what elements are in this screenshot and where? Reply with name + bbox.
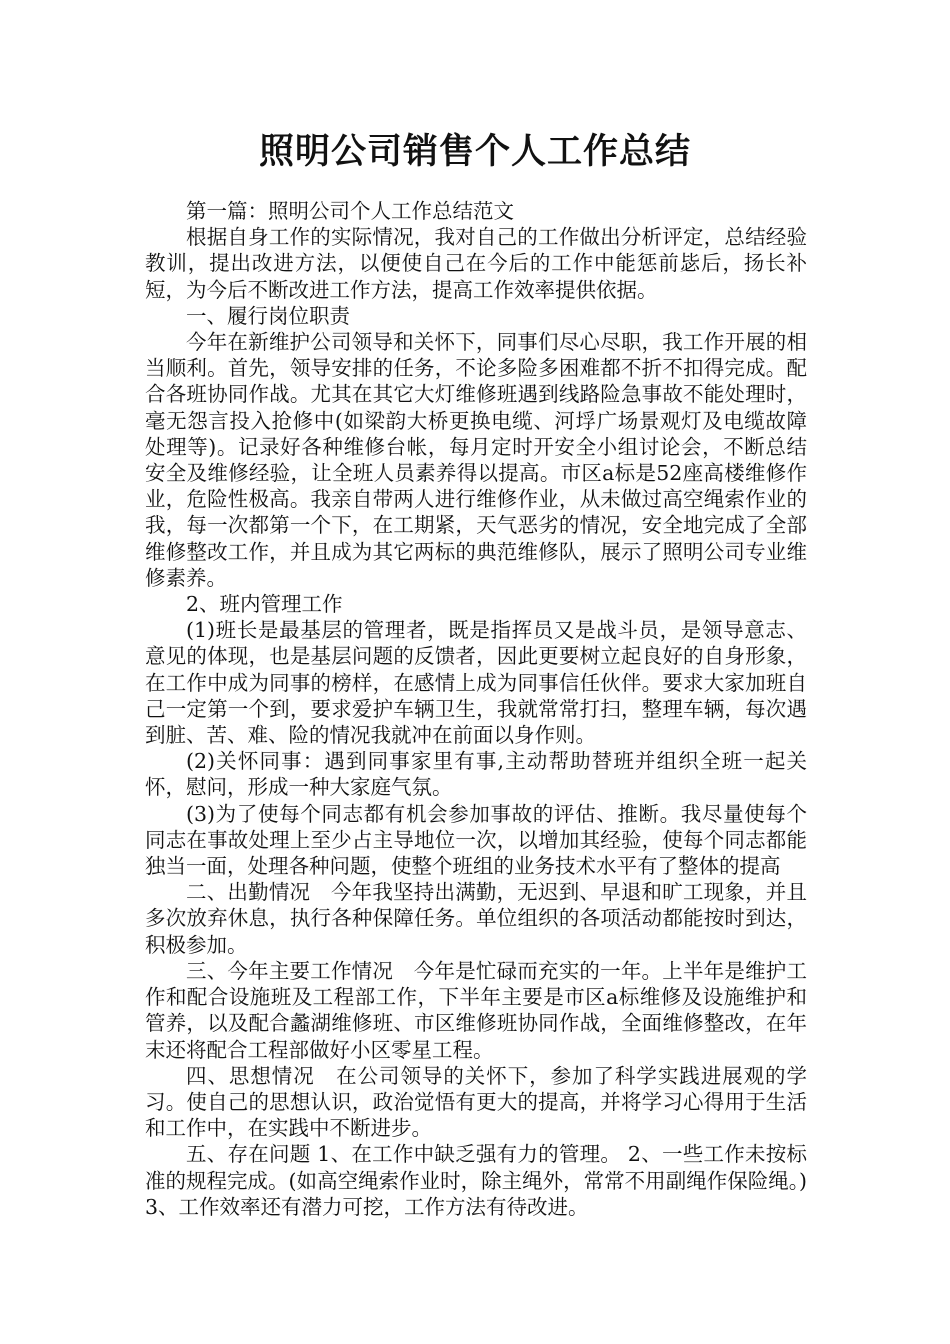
main-work-paragraph: 三、今年主要工作情况 今年是忙碌而充实的一年。上半年是维护工作和配合设施班及工程部工作，下半年主要是市区a标维修及设施维护和管养，以及配合蠡湖维修班、市区维修班协同作战，全面维修整改，在年末还将配合工程部做好小区零星工程。: [145, 958, 807, 1062]
team-management-item-3: (3)为了使每个同志都有机会参加事故的评估、推断。我尽量使每个同志在事故处理上至少占主导地位一次，以增加其经验，使每个同志都能独当一面，处理各种问题，使整个班组的业务技术水平有了整体的提高: [145, 801, 807, 879]
thinking-paragraph: 四、思想情况 在公司领导的关怀下，参加了科学实践进展观的学习。使自己的思想认识，政治觉悟有更大的提高，并将学习心得用于生活和工作中，在实践中不断进步。: [145, 1063, 807, 1141]
team-management-item-1: (1)班长是最基层的管理者，既是指挥员又是战斗员，是领导意志、意见的体现，也是基层问题的反馈者，因此更要树立起良好的自身形象，在工作中成为同事的榜样，在感情上成为同事信任伙伴。要求大家加班自己一定第一个到，要求爱护车辆卫生，我就常常打扫，整理车辆，每次遇到脏、苦、难、险的情况我就冲在前面以身作则。: [145, 618, 807, 748]
duties-paragraph: 今年在新维护公司领导和关怀下，同事们尽心尽职，我工作开展的相当顺利。首先，领导安排的任务，不论多险多困难都不折不扣得完成。配合各班协同作战。尤其在其它大灯维修班遇到线路险急事故不能处理时，毫无怨言投入抢修中(如梁韵大桥更换电缆、河垺广场景观灯及电缆故障处理等)。记录好各种维修台帐，每月定时开安全小组讨论会，不断总结安全及维修经验，让全班人员素养得以提高。市区a标是52座高楼维修作业，危险性极高。我亲自带两人进行维修作业，从未做过高空绳索作业的我，每一次都第一个下，在工期紧，天气恶劣的情况，安全地完成了全部维修整改工作，并且成为其它两标的典范维修队，展示了照明公司专业维修素养。: [145, 330, 807, 590]
document-body: [145, 198, 807, 1220]
intro-paragraph: 根据自身工作的实际情况，我对自己的工作做出分析评定，总结经验教训，提出改进方法，以便使自己在今后的工作中能惩前毖后，扬长补短，为今后不断改进工作方法，提高工作效率提供依据。: [145, 225, 807, 302]
section-heading-duties: 一、履行岗位职责: [186, 303, 350, 328]
attendance-paragraph: 二、出勤情况 今年我坚持出满勤，无迟到、早退和旷工现象，并且多次放弃休息，执行各种保障任务。单位组织的各项活动都能按时到达，积极参加。: [145, 880, 807, 957]
team-management-item-2: (2)关怀同事：遇到同事家里有事,主动帮助替班并组织全班一起关怀，慰问，形成一种大家庭气氛。: [145, 749, 807, 800]
section-heading-team-management: 2、班内管理工作: [186, 592, 343, 617]
document-title: 照明公司销售个人工作总结: [258, 132, 691, 172]
problems-paragraph: 五、存在问题 1、在工作中缺乏强有力的管理。 2、一些工作未按标准的规程完成。(如高空绳索作业时，除主绳外，常常不用副绳作保险绳。) 3、工作效率还有潜力可挖，工作方法有待改进。: [145, 1142, 807, 1219]
section-heading-part-one: 第一篇：照明公司个人工作总结范文: [186, 199, 514, 223]
